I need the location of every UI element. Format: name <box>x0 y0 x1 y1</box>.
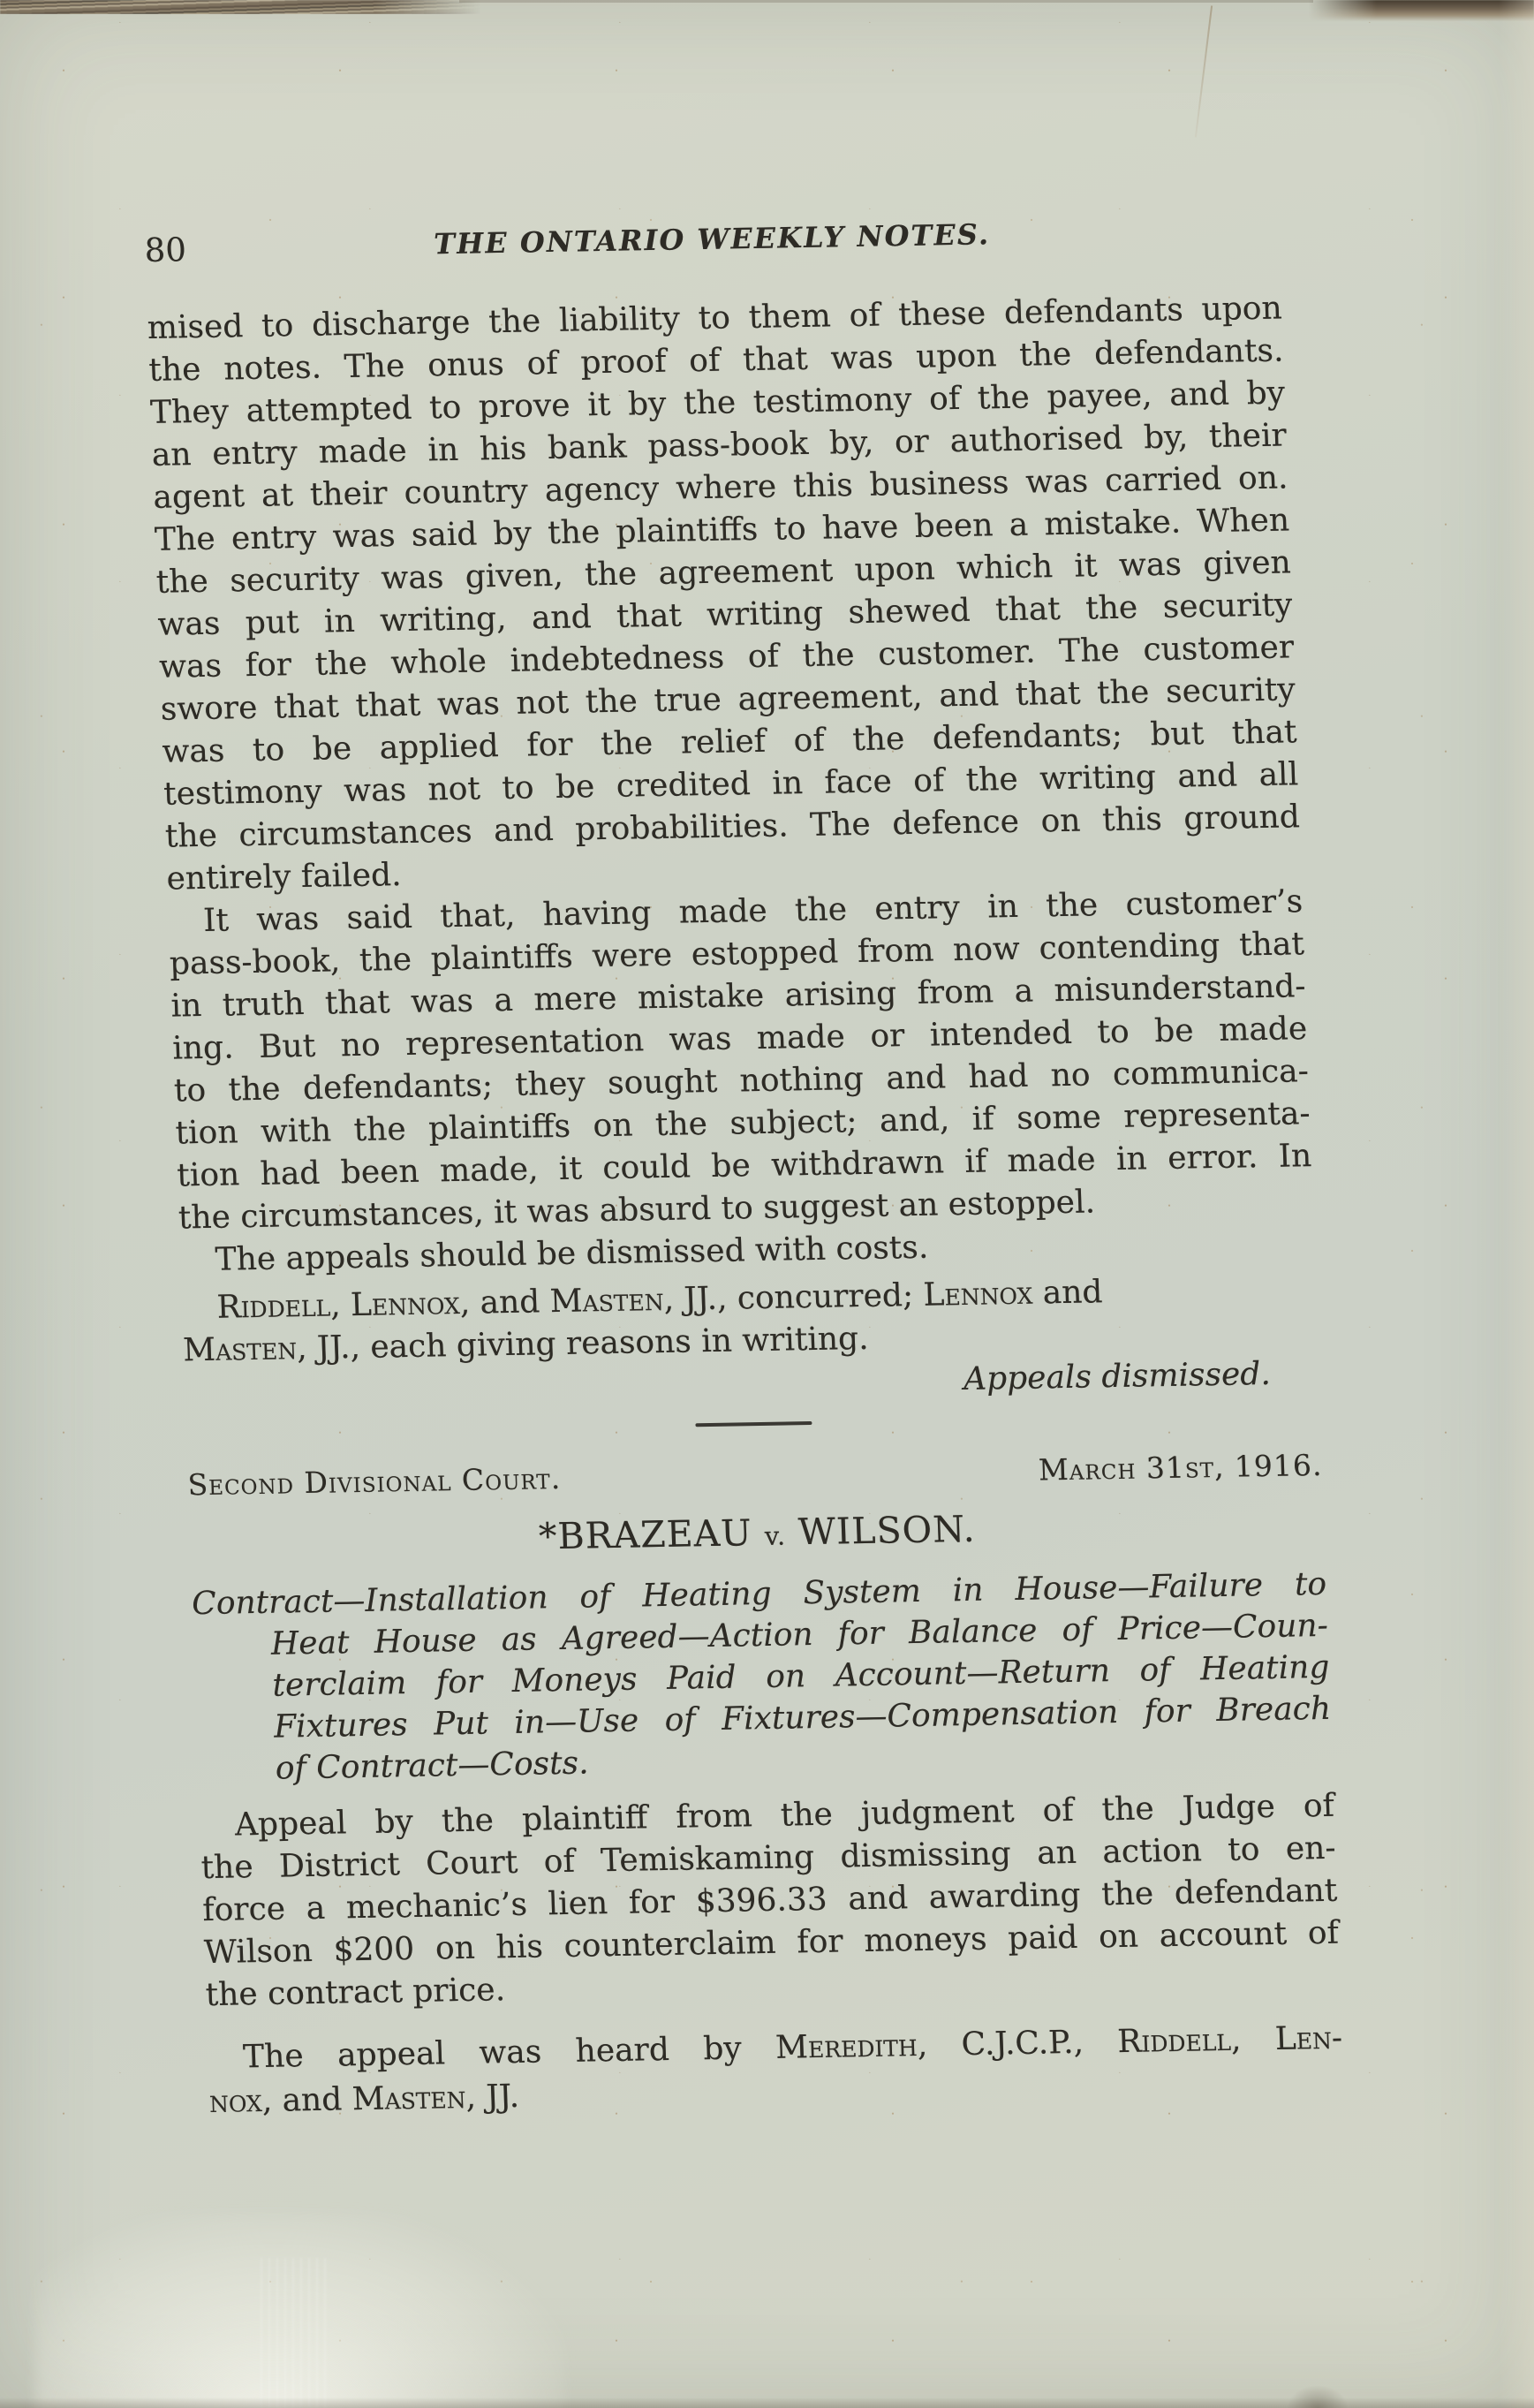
text-line: entirely failed. <box>165 857 403 897</box>
headnote-line: Heat House as Agreed—Action for Balance of Price—Coun- <box>270 1607 1329 1662</box>
paper-crack <box>1195 5 1213 137</box>
text-line: swore that that was not the true agreement, and that the security <box>160 671 1296 728</box>
text-line: the District Court of Temiskaming dismissing an action to en- <box>200 1829 1337 1887</box>
headnote-line: Fixtures Put in—Use of Fixtures—Compensation for Breach <box>273 1690 1332 1745</box>
page-content <box>144 212 1345 2124</box>
text-line: tion had been made, it could be withdrawn if made in error. In <box>176 1138 1312 1194</box>
text-segment: and <box>271 2081 353 2119</box>
closing-line: The appeals should be dismissed with costs. <box>214 1229 929 1278</box>
justice-name: Len- <box>1274 2019 1343 2057</box>
court-name: Second Divisional Court. <box>186 1460 562 1503</box>
justice-name: Masten, <box>549 1281 675 1321</box>
disposition: Appeals dismissed. <box>963 1355 1272 1397</box>
appeal-paragraph <box>199 1785 1341 2017</box>
page-number: 80 <box>144 231 187 269</box>
text-line: pass-book, the plaintiffs were estopped from now contending that <box>169 926 1305 982</box>
text-line: They attempted to prove it by the testimony of the payee, and by <box>149 375 1286 431</box>
text-segment: and <box>469 1284 551 1321</box>
text-segment: JJ., each giving reasons in writing. <box>306 1320 870 1367</box>
section-divider <box>695 1421 812 1427</box>
text-segment: The appeal was heard by <box>242 2029 776 2076</box>
opinion-paragraph-continued <box>147 288 1302 901</box>
text-line: force a mechanic’s lien for $396.33 and awarding the defendant <box>201 1872 1338 1929</box>
versus-abbrev: v. <box>764 1520 787 1551</box>
decision-date: March 31st, 1916. <box>1038 1447 1324 1488</box>
headnote-line: of Contract—Costs. <box>275 1745 590 1787</box>
page-header <box>144 212 1280 267</box>
justice-name: Riddell, <box>1116 2021 1243 2061</box>
case-title-plaintiff: *BRAZEAU <box>538 1511 766 1558</box>
scan-top-edge-left <box>0 0 481 14</box>
text-line: to the defendants; they sought nothing and had no communica- <box>173 1053 1310 1109</box>
justice-name: Masten, <box>182 1329 308 1369</box>
justice-name: Lennox, <box>350 1284 471 1324</box>
text-line: tion with the plaintiffs on the subject; and, if some representa- <box>174 1095 1311 1152</box>
heard-by-paragraph <box>207 2017 1344 2124</box>
court-date-row <box>187 1446 1323 1504</box>
text-segment: JJ., concurred; <box>673 1276 925 1318</box>
text-segment: C.J.C.P., <box>926 2024 1119 2063</box>
text-line: ing. But no representation was made or intended to be made <box>171 1011 1308 1067</box>
scan-bottom-shadow <box>0 2397 1534 2408</box>
text-line: the contract price. <box>205 1972 506 2014</box>
text-line: the notes. The onus of proof of that was upon the defendants. <box>147 332 1285 389</box>
headnote-line: Contract—Installation of Heating System in House—Failure to <box>191 1565 1327 1623</box>
scan-top-hairline <box>459 0 1313 3</box>
text-line: was for the whole indebtedness of the customer. The customer <box>158 629 1295 685</box>
justice-name: nox, <box>208 2082 273 2121</box>
text-line: the circumstances and probabilities. The defence on this ground <box>164 799 1301 855</box>
text-segment <box>1241 2021 1276 2058</box>
text-line: The entry was said by the plaintiffs to have been a mistake. When <box>154 502 1290 558</box>
text-line: the circumstances, it was absurd to suggest an estoppel. <box>178 1184 1096 1237</box>
paper-crease <box>261 2258 329 2408</box>
headnote-line: terclaim for Moneys Paid on Account—Return of Heating <box>271 1648 1331 1704</box>
text-line: agent at their country agency where this business was carried on. <box>152 459 1289 516</box>
text-line: testimony was not to be credited in face of the writing and all <box>162 756 1299 813</box>
case-title-defendant: WILSON. <box>785 1507 977 1554</box>
page-right-edge <box>1499 0 1534 2408</box>
case-title <box>189 1501 1326 1568</box>
text-line: Appeal by the plaintiff from the judgment of the Judge of <box>234 1787 1335 1844</box>
text-segment: and <box>1031 1274 1104 1312</box>
justice-name: Riddell, <box>215 1287 342 1326</box>
text-line: the security was given, the agreement upon which it was given <box>155 544 1292 601</box>
running-title: THE ONTARIO WEEKLY NOTES. <box>433 217 991 261</box>
opinion-body <box>147 288 1315 1283</box>
headnote <box>191 1564 1333 1791</box>
justice-name: Meredith, <box>775 2026 928 2066</box>
text-line: was to be applied for the relief of the defendants; but that <box>161 714 1298 770</box>
text-line: Wilson $200 on his counterclaim for moneys paid on account of <box>203 1914 1340 1972</box>
justice-name: Lennox <box>922 1275 1033 1314</box>
justice-name: Masten, <box>351 2079 477 2118</box>
opinion-paragraph-estoppel <box>167 881 1313 1239</box>
text-segment: JJ. <box>475 2078 520 2116</box>
text-line: an entry made in his bank pass-book by, or authorised by, their <box>151 417 1288 473</box>
text-line: mised to discharge the liability to them of these defendants upon <box>147 290 1283 346</box>
text-line: in truth that was a mere mistake arising from a misunderstand- <box>170 968 1307 1025</box>
text-line: was put in writing, and that writing shewed that the security <box>156 587 1294 643</box>
text-line: It was said that, having made the entry in the customer’s <box>202 883 1304 939</box>
